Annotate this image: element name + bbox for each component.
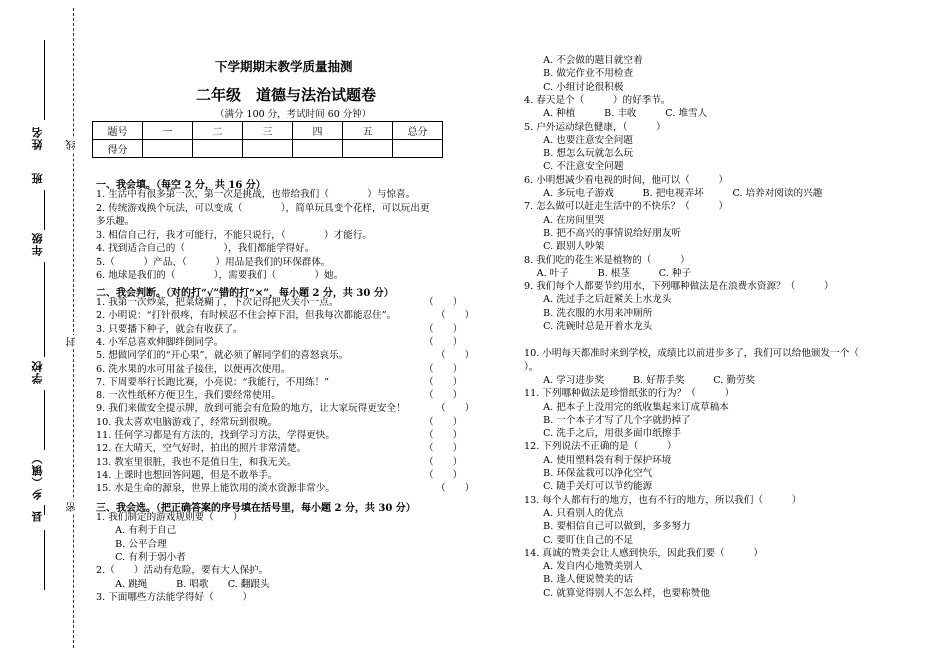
section3-item: 10. 小明每天都准时来到学校，成绩比以前进步多了，我们可以给他颁发一个（: [524, 348, 859, 360]
answer-parentheses[interactable]: （ ）: [436, 403, 475, 415]
school-label: 学校: [31, 360, 44, 384]
score-table-header-row: [93, 122, 443, 140]
exam-note: （满分 100 分，考试时间 60 分钟）: [215, 109, 372, 120]
answer-parentheses[interactable]: （ ）: [424, 363, 463, 375]
section3-item: B. 想怎么玩就怎么玩: [524, 148, 634, 160]
section1-item: 2. 传统游戏换个玩法，可以变成（ ），简单玩具变个花样，可以玩出更: [96, 203, 430, 214]
answer-parentheses[interactable]: （ ）: [424, 416, 463, 428]
section3-item: A. 跳绳 B. 唱歌 C. 翻跟头: [96, 578, 270, 590]
section3-item: A. 学习进步奖 B. 好帮手奖 C. 勤劳奖: [524, 374, 756, 386]
section3-item: C. 洗手之后，用很多面巾纸擦手: [524, 428, 682, 440]
section3-item: C. 随手关灯可以节约能源: [524, 481, 653, 493]
answer-parentheses[interactable]: （ ）: [424, 443, 463, 455]
class-label: 班: [31, 172, 44, 184]
section3-item: C. 就算觉得别人不怎么样，也要称赞他: [524, 587, 710, 599]
section1-item: 多乐趣。: [96, 216, 135, 227]
section3-item: 1. 我们制定的游戏规则要（ ）: [96, 512, 243, 523]
section2-item: 3. 只要播下种子，就会有收获了。: [96, 323, 243, 335]
section3-item: B. 把不高兴的事情说给好朋友听: [524, 227, 682, 239]
answer-parentheses[interactable]: （ ）: [436, 310, 475, 322]
score-cell: 二: [193, 122, 243, 140]
score-cell[interactable]: [243, 140, 293, 158]
section3-item: 14. 真诚的赞美会让人感到快乐，因此我们要（ ）: [524, 547, 763, 559]
section1-item: 1. 生活中有很多第一次，第一次是挑战，也带给我们（ ）与惊喜。: [96, 189, 416, 200]
section3-item: 7. 怎么做可以赶走生活中的不快乐？（ ）: [524, 201, 729, 213]
answer-parentheses[interactable]: （ ）: [436, 483, 475, 495]
section3-item: 9. 我们每个人都要节约用水，下列哪种做法是在浪费水资源？（ ）: [524, 281, 834, 293]
section3-item: B. 逢人便说赞美的话: [524, 574, 634, 586]
section3-item: B. 一个本子才写了几个字就扔掉了: [524, 414, 691, 426]
score-cell[interactable]: [193, 140, 243, 158]
section3-item: 5. 户外运动绿色健康，（ ）: [524, 121, 666, 133]
score-cell[interactable]: [293, 140, 343, 158]
section3-item: A. 在房间里哭: [524, 214, 605, 226]
section3-item: B. 要相信自己可以做到，多多努力: [524, 521, 691, 533]
section3-item: A. 种植 B. 丰收 C. 堆雪人: [524, 108, 708, 120]
score-cell[interactable]: [343, 140, 393, 158]
class-line: [44, 190, 45, 230]
section3-item: 3. 下面哪些方法能学得好（ ）: [96, 591, 253, 603]
section3-item: B. 洗衣服的水用来冲厕所: [524, 307, 653, 319]
school-line: [44, 390, 45, 450]
section3-item: 2.（ ）活动有危险，要有大人保护。: [96, 565, 269, 577]
section3-item: 13. 每个人都有行的地方，也有不行的地方，所以我们（ ）: [524, 494, 802, 506]
section3-item: ）。: [524, 361, 539, 373]
answer-parentheses[interactable]: （ ）: [424, 390, 463, 402]
section2-item: 15. 水是生命的源泉，世界上能饮用的淡水资源非常少。: [96, 483, 335, 495]
score-cell: 一: [143, 122, 193, 140]
section3-item: A. 有利于自己: [96, 525, 177, 537]
section2-item: 10. 我太喜欢电脑游戏了，经常玩到很晚。: [96, 416, 278, 428]
score-cell: 三: [243, 122, 293, 140]
county-line: [44, 530, 45, 590]
section2-item: 5. 想做同学们的“开心果”，就必须了解同学们的喜怒哀乐。: [96, 350, 349, 362]
section3-item: C. 有利于弱小者: [96, 551, 186, 563]
section3-item: 8. 我们吃的花生米是植物的（ ）: [524, 254, 690, 266]
county-label: 县: [31, 510, 44, 522]
score-table-score-row: [93, 140, 443, 158]
section2-item: 7. 下周要举行长跑比赛，小亮说：“我能行，不用练！”: [96, 376, 330, 388]
section3-item: B. 环保盆栽可以净化空气: [524, 468, 653, 479]
answer-parentheses[interactable]: （ ）: [424, 323, 463, 335]
section3-item: A. 叶子 B. 根茎 C. 种子: [524, 267, 692, 279]
section2-title: 二、我会判断。（对的打“√”错的打“×”，每小题 2 分，共 30 分）: [96, 288, 394, 299]
section1-item: 3. 相信自己行，我才可能行，不能只说行，（ ）才能行。: [96, 230, 373, 241]
section3-item: C. 不注意安全问题: [524, 161, 624, 173]
seal-char-seal: 封: [67, 337, 78, 347]
section1-item: 4. 找到适合自己的（ ），我们都能学得好。: [96, 243, 315, 254]
section3-item: A. 不会做的题目就空着: [524, 55, 643, 66]
section3-item: A. 也要注意安全问题: [524, 134, 633, 146]
section3-item: C. 要盯住自己的不足: [524, 534, 634, 546]
seal-char-line: 线: [67, 140, 78, 150]
section2-item: 1. 我第一次炒菜，把菜烧糊了，下次记得把火关小一点。: [96, 297, 339, 308]
answer-parentheses[interactable]: （ ）: [436, 350, 475, 362]
section2-item: 6. 洗水果的水可用盆子接住，以便再次使用。: [96, 363, 291, 375]
answer-parentheses[interactable]: （ ）: [424, 297, 463, 308]
answer-parentheses[interactable]: （ ）: [424, 456, 463, 468]
section3-item: 6. 小明想减少看电视的时间，他可以（ ）: [524, 174, 729, 186]
section2-item: 14. 上课时也想回答问题，但是不敢举手。: [96, 469, 278, 481]
answer-parentheses[interactable]: （ ）: [424, 430, 463, 441]
section2-item: 11. 任何学习都是有方法的，找到学习方法，学得更快。: [96, 430, 335, 441]
section3-item: 12. 下列说法不正确的是（ ）: [524, 441, 677, 453]
answer-parentheses[interactable]: （ ）: [424, 336, 463, 348]
grade-line: [44, 262, 45, 357]
score-cell: 题号: [93, 122, 143, 140]
score-table: [92, 121, 443, 158]
section2-item: 4. 小军总喜欢伸脚绊倒同学。: [96, 336, 224, 348]
score-cell: 五: [343, 122, 393, 140]
grade-label: 年级: [31, 232, 44, 256]
name-line: [44, 40, 45, 120]
answer-parentheses[interactable]: （ ）: [424, 376, 463, 388]
section1-title: 一、我会填。（每空 2 分，共 16 分）: [96, 180, 266, 191]
score-cell: 得分: [93, 140, 143, 158]
section3-item: C. 跟别人吵架: [524, 241, 605, 253]
section2-item: 13. 教室里很脏，我也不是值日生，和我无关。: [96, 456, 297, 468]
score-cell[interactable]: [143, 140, 193, 158]
section3-item: A. 发自内心地赞美别人: [524, 561, 643, 573]
section2-item: 2. 小明说：“打针很疼，有时候忍不住会掉下泪，但我每次都能忍住”。: [96, 310, 397, 322]
section3-item: B. 做完作业不用检查: [524, 68, 634, 80]
section3-item: C. 小组讨论很积极: [524, 81, 624, 93]
section2-item: 9. 我们来做安全提示牌，放到可能会有危险的地方，让大家玩得更安全！: [96, 403, 406, 415]
section3-item: A. 把本子上没用完的纸收集起来订成草稿本: [524, 401, 729, 413]
township-label: 乡（镇）: [31, 452, 44, 500]
section2-item: 12. 在大晴天，空气好时，拍出的照片非常清楚。: [96, 443, 307, 455]
exam-title: 下学期期末教学质量抽测: [215, 59, 353, 74]
section3-item: A. 使用塑料袋有利于保护环境: [524, 454, 672, 466]
section3-title: 三、我会选。（把正确答案的序号填在括号里，每小题 2 分，共 30 分）: [96, 503, 416, 514]
binding-dashed-line: [73, 8, 74, 648]
section3-item: 4. 春天是个（ ）的好季节。: [524, 94, 671, 106]
name-label: 姓名: [31, 126, 44, 150]
seal-char-secret: 密: [67, 502, 78, 512]
section3-item: A. 只看别人的优点: [524, 507, 624, 519]
section2-item: 8. 一次性纸杯方便卫生，我们要经常使用。: [96, 390, 281, 402]
score-cell[interactable]: [393, 140, 443, 158]
section3-item: A. 洗过手之后赶紧关上水龙头: [524, 294, 672, 306]
section3-item: A. 多玩电子游戏 B. 把电视弄坏 C. 培养对阅读的兴趣: [524, 188, 823, 199]
score-cell: 四: [293, 122, 343, 140]
section3-item: C. 洗碗时总是开着水龙头: [524, 321, 653, 332]
section1-item: 6. 地球是我们的（ ），需要我们（ ）她。: [96, 270, 344, 281]
score-cell: 总分: [393, 122, 443, 140]
section3-item: 11. 下列哪种做法是珍惜纸张的行为？（ ）: [524, 388, 735, 400]
section1-item: 5.（ ）产品、（ ）用品是我们的环保群体。: [96, 257, 331, 268]
answer-parentheses[interactable]: （ ）: [424, 469, 463, 481]
section3-item: B. 公平合理: [96, 538, 167, 550]
exam-subtitle: 二年级 道德与法治试题卷: [196, 86, 377, 104]
